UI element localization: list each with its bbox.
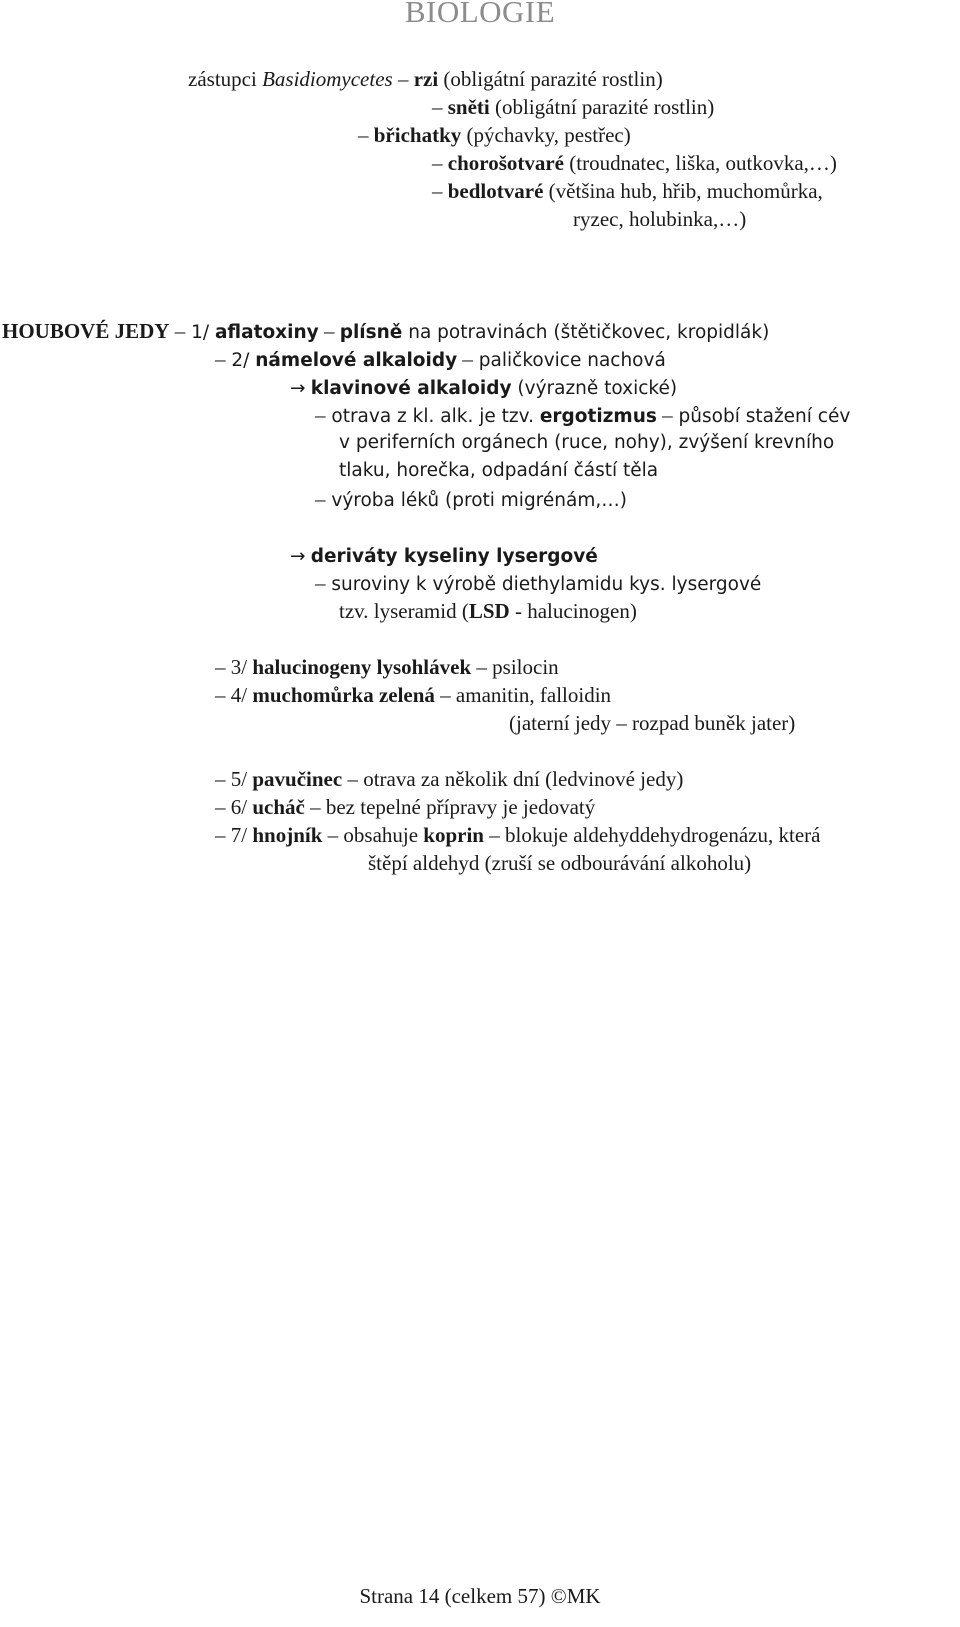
page-footer: Strana 14 (celkem 57) ©MK	[359, 1584, 601, 1608]
l2-desc: paličkovice nachová	[472, 350, 666, 371]
klavin-desc: (výrazně toxické)	[511, 378, 678, 399]
jedy-line-6	[215, 794, 595, 820]
dash: –	[662, 403, 673, 427]
jedy-line-4	[215, 682, 611, 708]
jedy-line-1	[2, 318, 769, 346]
dash: –	[315, 571, 326, 595]
dash: –	[215, 823, 226, 847]
basidio-line-bedlotvare-cont: ryzec, holubinka,…)	[573, 207, 747, 231]
dash: –	[476, 655, 487, 679]
plisne-term: plísně	[339, 322, 403, 343]
page-header: BIOLOGIE	[404, 0, 556, 29]
l4-num: 4/	[225, 683, 253, 707]
dash: –	[432, 151, 443, 175]
arrow-icon: →	[290, 378, 306, 399]
dash: –	[315, 403, 326, 427]
uchac-term: ucháč	[252, 795, 305, 819]
suroviny-line	[315, 570, 761, 598]
jedy-line-3	[215, 654, 559, 680]
bedlotvare-term: bedlotvaré	[447, 179, 544, 203]
jedy-line-5	[215, 766, 683, 792]
dash: –	[462, 347, 473, 371]
rzi-desc: (obligátní parazité rostlin)	[438, 67, 663, 91]
klavin-line	[290, 374, 677, 402]
jedy-line-2	[215, 346, 666, 374]
l4-desc: amanitin, falloidin	[450, 683, 612, 707]
dash: –	[440, 683, 451, 707]
dash: –	[215, 795, 226, 819]
lsd-line	[339, 598, 637, 624]
jedy-heading: HOUBOVÉ JEDY	[2, 319, 170, 343]
ergot-term: ergotizmus	[539, 406, 657, 427]
intro-italic: Basidiomycetes	[262, 67, 393, 91]
basidio-line-brichatky	[358, 122, 631, 148]
deriv-line	[290, 542, 598, 570]
brichatky-term: břichatky	[373, 123, 462, 147]
suroviny-desc: suroviny k výrobě diethylamidu kys. lysergové	[325, 574, 762, 595]
dash: –	[323, 319, 335, 343]
dash: –	[489, 823, 500, 847]
dash: –	[327, 823, 339, 847]
jedy-line-7	[215, 822, 820, 848]
l7-num: 7/	[225, 823, 253, 847]
intro-text: zástupci	[188, 67, 263, 91]
tzv-text-2: - halucinogen)	[509, 599, 637, 623]
l3-desc: psilocin	[486, 655, 559, 679]
sneti-desc: (obligátní parazité rostlin)	[489, 95, 715, 119]
dash: –	[358, 123, 369, 147]
otrava-desc: otrava z kl. alk. je tzv.	[325, 406, 540, 427]
pavucinec-term: pavučinec	[252, 767, 343, 791]
l5-desc: otrava za několik dní (ledvinové jedy)	[357, 767, 684, 791]
hnojnik-term: hnojník	[252, 823, 323, 847]
ergot-cont-1: v periferních orgánech (ruce, nohy), zvýšení krevního	[339, 432, 835, 453]
l1-desc: na potravinách (štětičkovec, kropidlák)	[402, 322, 770, 343]
l3-num: 3/	[225, 655, 253, 679]
ergot-desc: působí stažení cév	[672, 406, 851, 427]
chorosotvare-desc: (troudnatec, liška, outkovka,…)	[564, 151, 837, 175]
arrow-icon: →	[290, 546, 306, 567]
lysohlavky-term: halucinogeny lysohlávek	[252, 655, 472, 679]
l7-mid: obsahuje	[338, 823, 424, 847]
namelove-term: námelové alkaloidy	[255, 350, 458, 371]
dash: –	[315, 487, 326, 511]
dash: –	[310, 795, 321, 819]
koprin-term: koprin	[423, 823, 484, 847]
basidio-line-rzi	[188, 66, 663, 92]
brichatky-desc: (pýchavky, pestřec)	[461, 123, 631, 147]
basidio-line-bedlotvare	[432, 178, 823, 204]
dash: –	[174, 319, 186, 343]
dash: –	[397, 67, 409, 91]
basidio-line-sneti	[432, 94, 714, 120]
dash: –	[347, 767, 358, 791]
jedy-line-4-cont: (jaterní jedy – rozpad buněk jater)	[509, 711, 796, 735]
vyroba-line	[315, 486, 627, 514]
l6-num: 6/	[225, 795, 253, 819]
vyroba-desc: výroba léků (proti migrénám,…)	[325, 490, 627, 511]
jedy-line-7-cont: štěpí aldehyd (zruší se odbourávání alkoholu)	[368, 851, 752, 875]
l6-desc: bez tepelné přípravy je jedovatý	[320, 795, 596, 819]
dash: –	[432, 179, 443, 203]
otrava-line	[315, 402, 850, 430]
deriv-term: deriváty kyseliny lysergové	[310, 546, 598, 567]
aflatoxiny-term: aflatoxiny	[214, 322, 319, 343]
dash: –	[215, 347, 226, 371]
l2-num: 2/	[225, 350, 256, 371]
lsd-term: LSD	[468, 599, 510, 623]
muchomurka-term: muchomůrka zelená	[252, 683, 435, 707]
rzi-term: rzi	[413, 67, 439, 91]
tzv-text: tzv. lyseramid (	[339, 599, 469, 623]
basidio-line-chorosotvare	[432, 150, 837, 176]
klavin-term: klavinové alkaloidy	[310, 378, 512, 399]
l1-num: 1/	[185, 322, 215, 343]
dash: –	[215, 655, 226, 679]
l5-num: 5/	[225, 767, 253, 791]
l7-desc: blokuje aldehyddehydrogenázu, která	[499, 823, 821, 847]
dash: –	[215, 767, 226, 791]
dash: –	[215, 683, 226, 707]
chorosotvare-term: chorošotvaré	[447, 151, 564, 175]
bedlotvare-desc: (většina hub, hřib, muchomůrka,	[543, 179, 823, 203]
dash: –	[432, 95, 443, 119]
sneti-term: sněti	[447, 95, 490, 119]
ergot-cont-2: tlaku, horečka, odpadání částí těla	[339, 460, 659, 481]
